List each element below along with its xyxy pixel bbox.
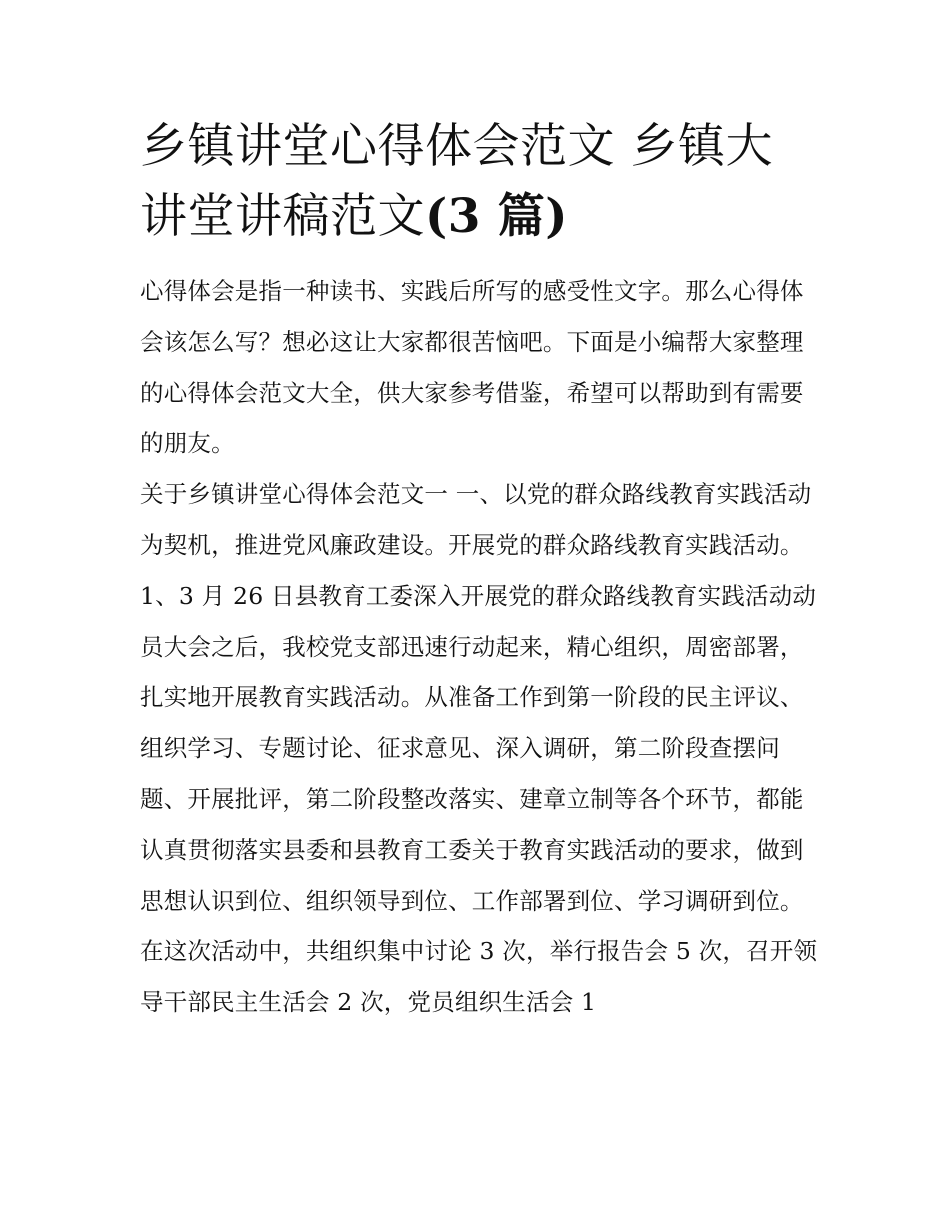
title-count-text: (3 篇) bbox=[425, 189, 569, 244]
title-main-text: 乡镇讲堂心得体会范文 乡镇大讲堂讲稿范文 bbox=[140, 119, 773, 244]
document-title bbox=[140, 112, 820, 252]
paragraph-section-one: 关于乡镇讲堂心得体会范文一 一、以党的群众路线教育实践活动为契机，推进党风廉政建设。开展党的群众路线教育实践活动。 bbox=[140, 480, 812, 559]
document-content bbox=[140, 112, 820, 1028]
paragraph-item-one: 1、3 月 26 日县教育工委深入开展党的群众路线教育实践活动动员大会之后，我校党支部迅速行动起来，精心组织，周密部署，扎实地开展教育实践活动。从准备工作到第一阶段的民主评议、组织学习、专题讨论、征求意见、深入调研，第二阶段查摆问题、开展批评，第二阶段整改落实、建章立制等各个环节，都能认真贯彻落实县委和县教育工委关于教育实践活动的要求，做到思想认识到位、组织领导到位、工作部署到位、学习调研到位。在这次活动中，共组织集中讨论 3 次，举行报告会 5 次，召开领导干部民主生活会 2 次，党员组织生活会 1 bbox=[140, 581, 818, 1017]
paragraph-intro: 心得体会是指一种读书、实践后所写的感受性文字。那么心得体会该怎么写？想必这让大家都很苦恼吧。下面是小编帮大家整理的心得体会范文大全，供大家参考借鉴，希望可以帮助到有需要的朋友。 bbox=[140, 277, 804, 458]
